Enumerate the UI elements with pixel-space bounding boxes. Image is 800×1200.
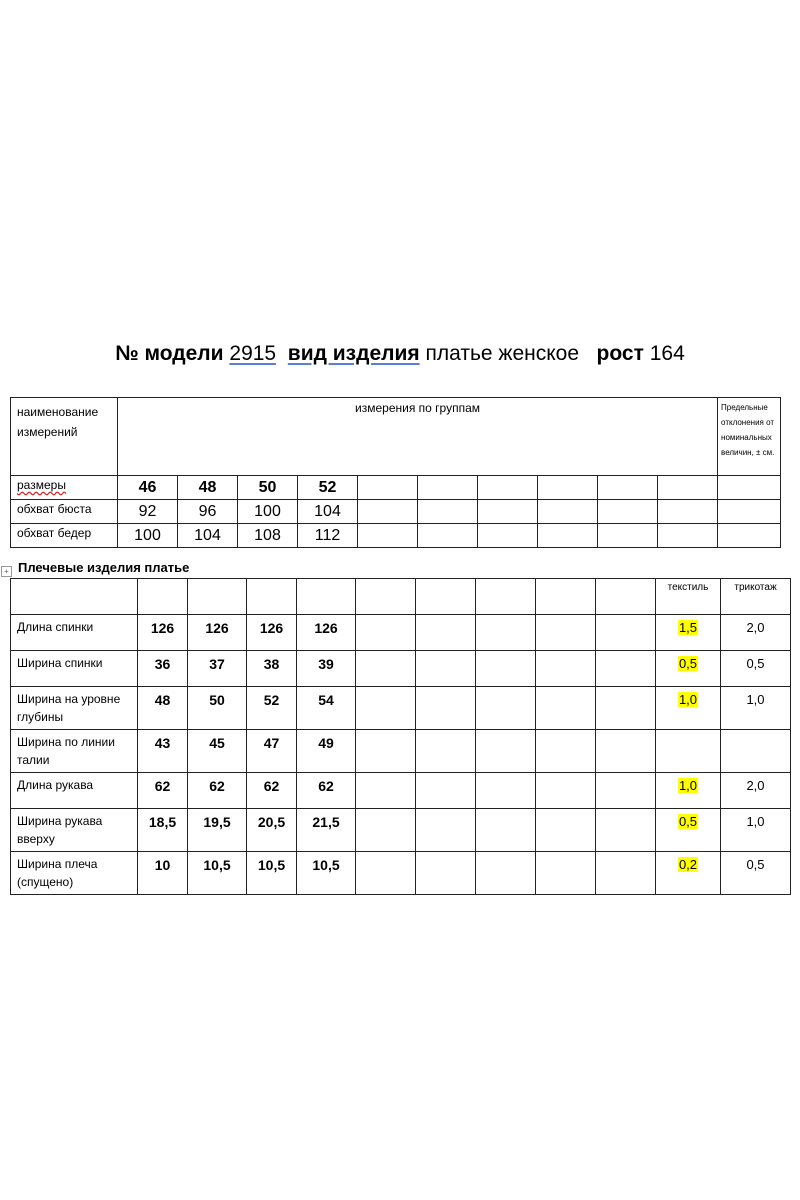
value-cell: 92 [118,500,178,524]
tolerance-header: Предельные отклонения от номинальных величин, ± см. [718,398,781,476]
value-cell: 10 [138,852,188,895]
shoulder-garments-table [10,578,791,895]
section-title: Плечевые изделия платье [18,560,190,575]
size-cell: 50 [238,476,298,500]
textile-header: текстиль [656,579,721,615]
value-cell: 10,5 [247,852,297,895]
knit-tolerance: 1,0 [721,809,791,852]
textile-tolerance: 0,5 [656,651,721,687]
value-cell: 38 [247,651,297,687]
value-cell: 62 [247,773,297,809]
value-cell: 62 [138,773,188,809]
table-move-handle-icon[interactable]: + [1,566,12,577]
value-cell: 54 [297,687,356,730]
row-label: Ширина на уровне глубины [11,687,138,730]
name-header: наименование измерений [11,398,118,476]
row-label: Ширина рукава вверху [11,809,138,852]
textile-tolerance: 0,5 [656,809,721,852]
groups-header: измерения по группам [118,398,718,476]
value-cell: 37 [188,651,247,687]
row-label: Длина спинки [11,615,138,651]
value-cell: 50 [188,687,247,730]
value-cell: 10,5 [297,852,356,895]
row-label: обхват бюста [11,500,118,524]
value-cell: 126 [297,615,356,651]
knit-tolerance: 0,5 [721,651,791,687]
knit-tolerance: 2,0 [721,615,791,651]
value-cell: 100 [118,524,178,548]
page-title [0,342,800,366]
value-cell: 39 [297,651,356,687]
knit-tolerance: 2,0 [721,773,791,809]
value-cell: 62 [188,773,247,809]
value-cell: 112 [298,524,358,548]
value-cell: 47 [247,730,297,773]
textile-tolerance: 0,2 [656,852,721,895]
row-label: Ширина по линии талии [11,730,138,773]
value-cell: 96 [178,500,238,524]
value-cell: 126 [138,615,188,651]
value-cell: 36 [138,651,188,687]
value-cell: 43 [138,730,188,773]
textile-tolerance: 1,5 [656,615,721,651]
value-cell: 48 [138,687,188,730]
textile-tolerance: 1,0 [656,687,721,730]
value-cell: 62 [297,773,356,809]
value-cell: 108 [238,524,298,548]
size-cell: 52 [298,476,358,500]
value-cell: 100 [238,500,298,524]
value-cell: 104 [178,524,238,548]
row-label: Ширина спинки [11,651,138,687]
height-label: рост [596,342,644,365]
knit-header: трикотаж [721,579,791,615]
size-cell: 48 [178,476,238,500]
height-value: 164 [649,342,685,365]
model-label: № модели [115,342,224,365]
knit-tolerance [721,730,791,773]
value-cell: 126 [247,615,297,651]
value-cell: 52 [247,687,297,730]
knit-tolerance: 0,5 [721,852,791,895]
value-cell: 45 [188,730,247,773]
row-label: размеры [11,476,118,500]
knit-tolerance: 1,0 [721,687,791,730]
value-cell: 20,5 [247,809,297,852]
measurements-table [10,397,781,548]
value-cell: 104 [298,500,358,524]
kind-label: вид изделия [287,342,420,365]
kind-value: платье женское [425,342,580,365]
value-cell: 18,5 [138,809,188,852]
value-cell: 49 [297,730,356,773]
textile-tolerance [656,730,721,773]
size-cell: 46 [118,476,178,500]
row-label: Длина рукава [11,773,138,809]
textile-tolerance: 1,0 [656,773,721,809]
row-label: Ширина плеча (спущено) [11,852,138,895]
value-cell: 19,5 [188,809,247,852]
model-number: 2915 [229,342,277,365]
row-label: обхват бедер [11,524,118,548]
value-cell: 21,5 [297,809,356,852]
value-cell: 126 [188,615,247,651]
value-cell: 10,5 [188,852,247,895]
